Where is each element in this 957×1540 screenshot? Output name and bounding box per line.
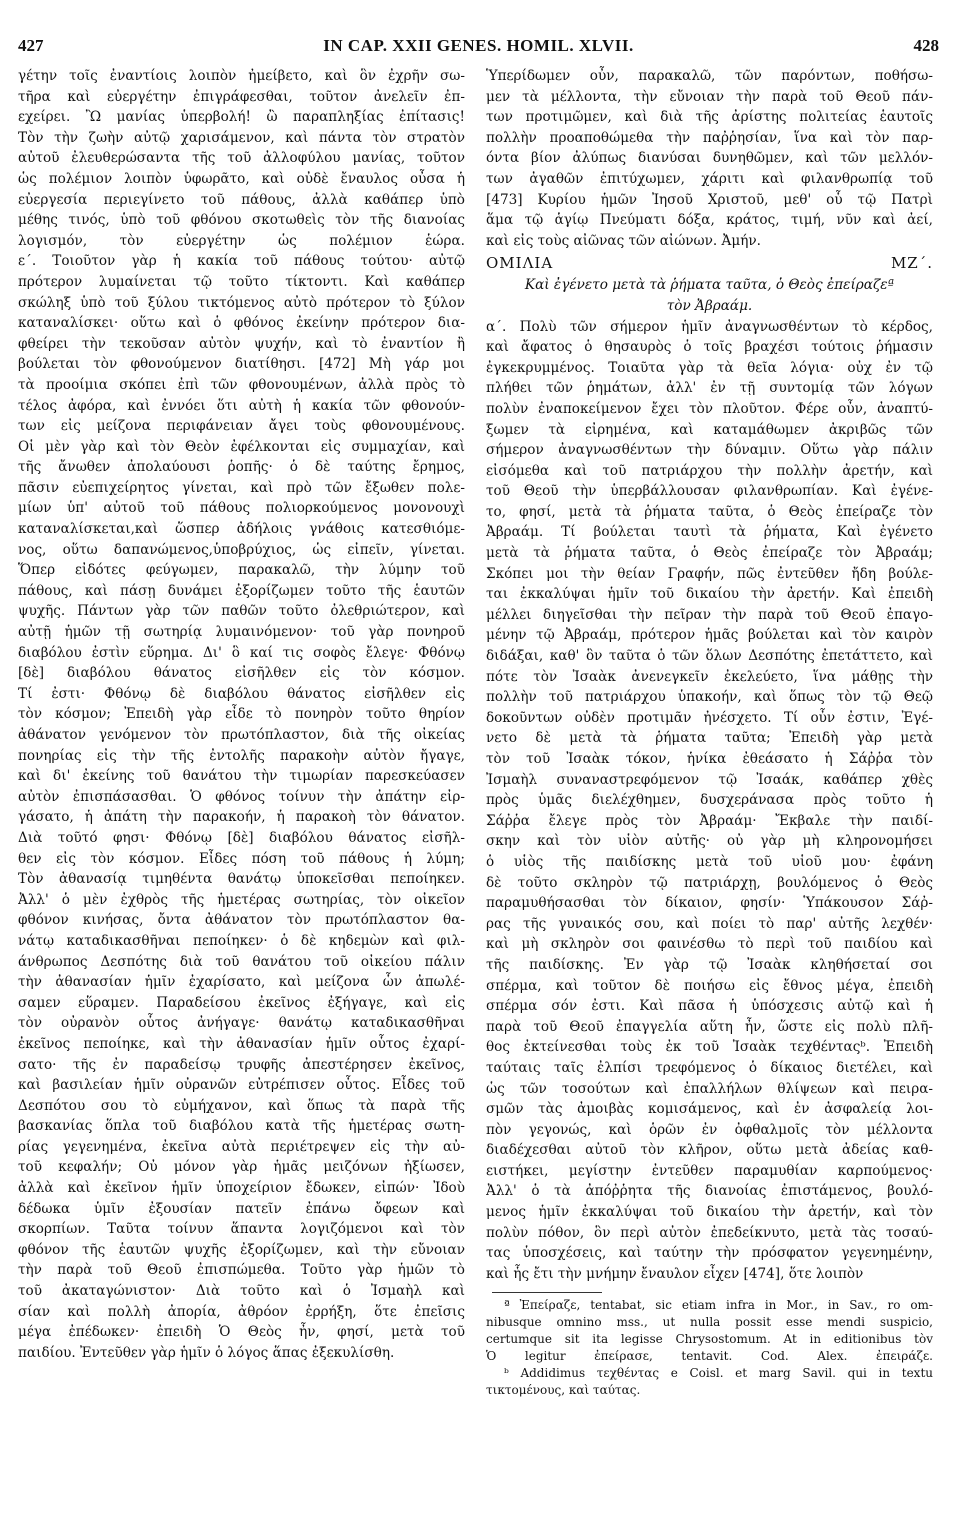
text-line: [δὲ] διαβόλου θάνατος εἰσῆλθεν εἰς τὸν κόσμον. — [18, 665, 465, 682]
text-line: βούλεται τὸν φθονούμενον διατίθησι. [472] Μὴ γάρ μοι — [18, 356, 465, 373]
text-line: πλήθει τῶν ῥημάτων, ἀλλ' ἐν τῇ συντομίᾳ τῶν λόγων — [486, 380, 933, 397]
text-line: φθόνον κινήσας, ὄντα ἀθάνατον τὸν πρωτόπλαστον θα- — [18, 912, 465, 929]
text-line: ταύταις ταῖς ἐλπίσι τρεφόμενος ὁ δίκαιος διετέλει, καὶ — [486, 1059, 933, 1076]
text-line: αὐτοῦ ἐλευθερώσαντα τῆς τοῦ ἀλλοφύλου μανίας, τοῦτον — [18, 150, 465, 167]
text-line: πᾶσιν εὐεπιχείρητος γίνεται, καὶ πρὸ τῶν ἔξωθεν πολε- — [18, 479, 465, 496]
text-line: ειστήκει, μεγίστην ἐντεῦθεν παραμυθίαν καρπούμενος· — [486, 1162, 933, 1179]
text-line: φθείρει τὴν τεκοῦσαν αὐτὸν ψυχήν, καὶ τὸ ἐναντίον ἢ — [18, 335, 465, 352]
text-line: Σάῤῥα ἔλεγε πρὸς τὸν Ἀβραάμ· Ἔκβαλε τὴν παιδί- — [486, 812, 933, 829]
text-line: δὲ τοῦτο σκληρὸν τῷ πατριάρχῃ, βουλόμενος ὁ Θεὸς — [486, 874, 933, 891]
text-line: πρότερον λυμαίνεται τῷ τοῦτο τίκτοντι. Καὶ καθάπερ — [18, 273, 465, 290]
text-line: καὶ εἰς τοὺς αἰῶνας τῶν αἰώνων. Ἀμήν. — [486, 232, 761, 249]
text-line: νετο δὲ μετὰ τὰ ῥήματα ταῦτα; Ἐπειδὴ γὰρ μετὰ — [486, 730, 933, 747]
text-line: Διὰ τοῦτό φησι· Φθόνῳ [δὲ] διαβόλου θάνατος εἰσῆλ- — [18, 829, 465, 846]
text-line: ἐκεῖνος πεποίηκε, καὶ τὴν ἀθανασίαν ἡμῖν οὗτος ἐχαρί- — [18, 1035, 465, 1052]
page-header — [18, 32, 939, 62]
text-line: ται ἐκκαλύψαι ἡμῖν τοῦ δικαίου τὴν ἀρετήν. Καὶ ἐπειδὴ — [486, 586, 933, 603]
text-line: διαβόλου ἐστὶν εὕρημα. Δι' ὃ καί τις σοφὸς ἔλεγε· Φθόνῳ — [18, 644, 465, 661]
text-line: σμῶν τὰς ἀμοιβὰς κομισάμενος, καὶ ἐν ἀσφαλείᾳ λοι- — [486, 1101, 933, 1118]
text-line: τοῦ Θεοῦ τὴν ὑπερβάλλουσαν φιλανθρωπίαν. Καὶ ἐγένε- — [486, 483, 933, 500]
text-line: καὶ δι' ἐκείνης τοῦ θανάτου τὴν τιμωρίαν παρεσκεύασεν — [18, 768, 465, 785]
text-line: Ὅπερ εἰδότες φεύγωμεν, παρακαλῶ, τὴν λύμην τοῦ — [18, 562, 465, 579]
text-line: αὐτὸν ἐπισπάσασθαι. Ὁ φθόνος τοίνυν τὴν ἀπάτην εἰρ- — [18, 788, 465, 805]
text-line: μετὰ τὰ ῥήματα ταῦτα, ὁ Θεὸς ἐπείραζε τὸν Ἀβραάμ; — [486, 545, 933, 562]
text-line: ª Ἐπείραζε, tentabat, sic etiam infra in Mor., in Sav., ro om- — [504, 1298, 933, 1313]
text-line: Τί ἐστι· Φθόνῳ δὲ διαβόλου θάνατος εἰσῆλθεν εἰς — [18, 685, 465, 702]
text-line: λογισμόν, τὸν εὐεργέτην ὡς πολέμιον ἑώρα. — [18, 232, 465, 249]
text-line: παραμυθήσασθαι τὸν δίκαιον, φησίν· Ὑπάκουσον Σάῤ- — [486, 895, 933, 912]
text-line: ὁ υἱὸς τῆς παιδίσκης μετὰ τοῦ υἱοῦ μου· ἐφάνη — [486, 853, 933, 870]
text-line: Ἀβραάμ. Τί βούλεται ταυτὶ τὰ ῥήματα, Καὶ ἐγένετο — [486, 524, 933, 541]
text-line: Τὸν ἀθανασίᾳ τιμηθέντα θανάτῳ ὑποκεῖσθαι πεποίηκεν. — [18, 871, 465, 888]
text-line: τὸν οὐρανὸν οὗτος ἀνήγαγε· θανάτῳ καταδικασθῆναι — [18, 1015, 465, 1032]
text-line: ἐγκεκρυμμένος. Τοιαῦτα γὰρ τὰ θεῖα λόγια· οὐχ ἐν τῷ — [486, 359, 933, 376]
text-line: nibusque omnino mss., ut nulla possit esse mendi suspicio, — [486, 1315, 933, 1330]
text-line: τὸν τοῦ Ἰσαὰκ τόκον, ἡνίκα ἐθεάσατο ἡ Σάῤῥα τὸν — [486, 751, 933, 767]
text-line: τικτομένους, καὶ ταύτας. — [486, 1383, 641, 1398]
text-line: Σκόπει μοι τὴν θείαν Γραφήν, πῶς ἐντεῦθεν ἤδη βούλε- — [486, 565, 933, 582]
text-line: Ἰσμαὴλ συναναστρεφόμενον τῷ Ἰσαάκ, καθάπερ χθὲς — [486, 771, 933, 788]
homily-heading: ΟΜΙΛΙΑ ΜΖ΄. — [486, 254, 933, 273]
text-line: σκώληξ ὑπὸ τοῦ ξύλου τικτόμενος αὐτὸ πρότερον τὸ ξύλον — [18, 294, 465, 311]
text-line: certumque sit ita legisse Chrysostomum. At in editionibus tòv — [486, 1332, 933, 1347]
text-line: πότε τὸν Ἰσαὰκ ἀνενεγκεῖν ἐκελεύετο, ἵνα μάθῃς τὴν — [486, 668, 933, 685]
text-line: των εἰς μείζονα περιφάνειαν ἄγει τοὺς φθονουμένους. — [18, 418, 465, 435]
text-line: πολὺν ἐναποκείμενον ἔχει τὸν πλοῦτον. Φέρε οὖν, ἀναπτύ- — [486, 400, 933, 417]
text-line: νος, οὕτω δαπανώμενος,ὑποβρύχιος, ὡς εἰπεῖν, γίνεται. — [18, 541, 465, 558]
text-line: καταναλίσκεται,καὶ ὥσπερ ἀδήλοις γνάθοις κατεσθιόμε- — [18, 521, 465, 538]
text-line: ὡς πολέμιον λοιπὸν ὑφωρᾶτο, καὶ οὐδὲ ἔναυλος οὖσα ἡ — [18, 170, 465, 187]
text-line: τας ὑποσχέσεις, καὶ ταύτην τὴν πρόσφατον γεγενημένην, — [486, 1245, 933, 1262]
text-line: σατο· τῆς ἐν παραδείσῳ τρυφῆς ἀπεστέρησεν ἐκεῖνος, — [18, 1056, 465, 1073]
text-line: Ἀλλ' ὁ τὰ ἀπόῤῥητα τῆς διανοίας ἐπιστάμενος, βουλό- — [486, 1183, 933, 1200]
text-line: μέλλει διηγεῖσθαι τὴν πεῖραν τὴν παρὰ τοῦ Θεοῦ ἐπαγο- — [486, 606, 933, 623]
text-line: ρας τῆς γυναικός σου, καὶ ποίει τὸ παρ' αὐτῆς λεχθέν· — [486, 915, 933, 932]
text-line: πονηρίας εἰς τὴν τῆς ἐντολῆς παρακοὴν αὐτὸν ἤγαγε, — [18, 747, 465, 764]
text-line: εχείρει. Ὢ μανίας ὑπερβολή! ὢ παραπληξίας ἐπίτασις! — [18, 109, 465, 126]
text-line: αὐτῇ ἡμῶν τῇ σωτηρίᾳ λυμαινόμενον· τοῦ γὰρ πονηροῦ — [18, 624, 465, 641]
text-line: τοῦ κεφαλήν; Οὐ μόνον γὰρ ἡμᾶς μειζόνων ἠξίωσεν, — [18, 1159, 465, 1176]
text-line: πολλὴν προαποθώμεθα τὴν παῤῥησίαν, ἵνα καὶ τὸν παρ- — [486, 129, 933, 146]
text-line: Ὑπερίδωμεν οὖν, παρακαλῶ, τῶν παρόντων, ποθήσω- — [486, 68, 933, 84]
text-line: γάσατο, ἡ ἀπάτη τὴν παρακοήν, ἡ παρακοὴ τὸν θάνατον. — [18, 809, 465, 826]
text-line: τὸν Ἀβραάμ. — [666, 297, 753, 314]
text-line: ρίας γεγενημένα, ἐκεῖνα αὐτὰ περιέτρεψεν εἰς τὴν αὐ- — [18, 1138, 465, 1155]
text-line: των ἀγαθῶν ἐπιτύχωμεν, χάριτι καὶ φιλανθρωπίᾳ τοῦ — [486, 170, 933, 187]
text-line: α΄. Πολὺ τῶν σήμερον ἡμῖν ἀναγνωσθέντων τὸ κέρδος, — [486, 318, 933, 335]
text-line: σήμερον ἀναγνωσθέντων τὴν δύναμιν. Οὕτω γὰρ πάλιν — [486, 442, 933, 459]
text-line: πολὺν πόθον, ὃν περὶ αὐτὸν ἐπεδείκνυτο, μετὰ τὰς τοσαύ- — [486, 1224, 933, 1241]
text-line: βασκανίας ὅπλα τοῦ διαβόλου κατὰ τῆς ἡμετέρας σωτη- — [18, 1118, 465, 1135]
text-line: δοκοῦντων οὐδὲν προτιμᾶν ἠνέσχετο. Τί οὖν ἐστιν, Ἐγέ- — [486, 709, 933, 726]
homily-closing-text — [486, 66, 933, 251]
text-line: φθόνον τῆς ἑαυτῶν ψυχῆς ἐξορίζωμεν, καὶ τὴν εὔνοιαν — [18, 1241, 465, 1258]
text-line: θος ἐκτείνεσθαι τοὺς ἐκ τοῦ Ἰσαὰκ τεχθένταςᵇ. Ἐπειδὴ — [486, 1039, 933, 1056]
text-line: διαδέχεσθαι αὐτοῦ τὸν κλῆρον, οὕτω μετὰ ἀδείας καθ- — [486, 1142, 933, 1159]
text-line: νάτῳ καταδικασθῆναι πεποίηκεν· ὁ δὲ κηδεμὼν καὶ φιλ- — [18, 932, 465, 949]
text-line: καὶ μὴ σκληρὸν σοι φαινέσθω τὸ περὶ τοῦ παιδίου καὶ — [486, 936, 933, 953]
text-line: ἅμα τῷ ἁγίῳ Πνεύματι δόξα, κράτος, τιμή, νῦν καὶ ἀεί, — [486, 212, 933, 229]
text-line: σπέρμα σόν ἐστι. Καὶ πᾶσα ἡ ὑπόσχεσις αὐτῷ καὶ ἡ — [486, 998, 933, 1015]
right-column — [486, 66, 933, 1399]
text-line: πολλὴν τοῦ πατριάρχου ὑπακοήν, καὶ ὅπως τὸν τῷ Θεῷ — [486, 689, 933, 706]
text-line: ἀλλὰ καὶ ἐκεῖνον ἡμῖν ὑποχείριον ἔδωκεν, εἰπών· Ἰδοὺ — [18, 1180, 465, 1197]
text-line: Οἱ μὲν γὰρ καὶ τὸν Θεὸν ἐφέλκονται εἰς συμμαχίαν, καὶ — [18, 438, 465, 455]
text-line: μενος ἡμῖν ἐκκαλύψαι τοῦ δικαίου τὴν ἀρετήν, καὶ τὸν — [486, 1204, 933, 1221]
text-line: εἰσόμεθα καὶ τοῦ πατριάρχου τὴν πολλὴν ἀρετήν, καὶ — [486, 462, 933, 479]
text-line: [473] Κυρίου ἡμῶν Ἰησοῦ Χριστοῦ, μεθ' οὗ τῷ Πατρὶ — [486, 191, 933, 208]
text-line: διδάξαι, καθ' ὃν ταῦτα ὁ τῶν ὅλων Δεσπότης ἐπετάττετο, καὶ — [486, 648, 933, 665]
text-line: σίαν καὶ πολλὴ ἀπορία, ἀθρόον ἐρρήξη, ὅτε ἐπεῖσις — [18, 1303, 465, 1320]
text-line: Ὁ legitur ἐπείρασε, tentavit. Cod. Alex. ἐπειράζε. — [486, 1349, 933, 1364]
text-line: παιδίου. Ἐντεῦθεν γὰρ ἡμῖν ὁ λόγος ἅπας ἐξεκυλίσθη. — [18, 1344, 395, 1361]
text-line: Τὸν τὴν ζωὴν αὐτῷ χαρισάμενον, καὶ πάντα τὸν στρατὸν — [18, 129, 465, 146]
text-line: τῆρα καὶ εὐεργέτην ἐπιγράφεσθαι, τοῦτον ἀνελεῖν ἐπ- — [18, 88, 465, 105]
text-line: άνθρωπος Δεσπότης διὰ τοῦ θανάτου τοῦ οἰκείου πάλιν — [18, 953, 465, 970]
text-line: πὸν γεγονώς, καὶ ὁρῶν ἐν ὀφθαλμοῖς τὸν μέλλοντα — [486, 1121, 933, 1138]
text-line: μίων ὑπ' αὐτοῦ τοῦ πάθους πολιορκούμενος μονονουχὶ — [18, 500, 465, 517]
text-line: σπέρμα, καὶ τοῦτον δὲ ποιήσω εἰς ἔθνος μέγα, ἐπειδὴ — [486, 977, 933, 994]
text-line: γέτην τοῖς ἐναντίοις λοιπὸν ἠμείβετο, καὶ ὃν ἐχρῆν σω- — [18, 68, 465, 84]
homily-subheading — [486, 275, 933, 316]
text-line: θεν εἰς τὸν κόσμον. Εἶδες πόση τοῦ πάθους ἡ λύμη; — [18, 850, 465, 867]
text-line: ψυχῆς. Πάντων γὰρ τῶν παθῶν τοῦτο ὀλεθριώτερον, καὶ — [18, 603, 465, 620]
left-column — [18, 66, 465, 1363]
text-line: τέλος ἀφόρα, καὶ ἐννόει ὅτι αὐτὴ ἡ κακία τῶν φθονούν- — [18, 397, 465, 414]
text-line: τὴν ἀθανασίαν ἡμῖν ἐχαρίσατο, καὶ μείζονα ὧν ἀπωλέ- — [18, 974, 465, 991]
page-number-left: 427 — [18, 36, 44, 55]
text-line: Καὶ ἐγένετο μετὰ τὰ ῥήματα ταῦτα, ὁ Θεὸς ἐπείραζεª — [524, 277, 895, 294]
text-line: ε΄. Τοιοῦτον γὰρ ἡ κακία τοῦ πάθους τούτου· αὐτῷ — [18, 253, 465, 270]
text-line: δέδωκα ὑμῖν ἐξουσίαν πατεῖν ἐπάνω ὄφεων καὶ — [18, 1200, 465, 1217]
footnotes — [486, 1297, 933, 1399]
text-line: των προτιμῶμεν, καὶ διὰ τῆς ἀρίστης πολιτείας ἑαυτοῖς — [486, 109, 933, 126]
text-line: καὶ ἄφατος ὁ θησαυρὸς ὁ τοῖς βραχέσι τούτοις ῥήμασιν — [486, 339, 933, 356]
text-line: πρὸς ὑμᾶς διελέχθημεν, δυσχεράνασα πρὸς τοῦτο ἡ — [486, 792, 933, 809]
text-line: τὴν παρὰ τοῦ Θεοῦ ἐπισπώμεθα. Τοῦτο γὰρ ἡμῶν τὸ — [18, 1262, 465, 1279]
text-line: παρὰ τοῦ Θεοῦ ἐπαγγελία αὕτη ἦν, ὥστε εἰς πολὺ πλῆ- — [486, 1018, 933, 1035]
page-number-right: 428 — [913, 36, 939, 55]
text-line: σκορπίων. Ταῦτα τοίνυν ἅπαντα λογιζόμενοι καὶ τὸν — [18, 1221, 465, 1238]
running-title: IN CAP. XXII GENES. HOMIL. XLVII. — [323, 36, 634, 55]
footnote-rule — [492, 1292, 602, 1293]
text-line: μεν τὰ μέλλοντα, τὴν εὔνοιαν τὴν παρὰ τοῦ Θεοῦ πάν- — [486, 88, 933, 105]
text-line: όντα βίον ἀλύπως διανύσαι δυνηθῶμεν, καὶ τῶν μελλόν- — [486, 150, 933, 167]
text-line: καὶ ἧς ἔτι τὴν μνήμην ἔναυλον εἶχεν [474], ὅτε λοιπὸν — [486, 1265, 864, 1282]
text-line: καταναλίσκει· οὕτω καὶ ὁ φθόνος ἐκείνην πρότερον δια- — [18, 315, 465, 332]
text-line: πάθους, καὶ πάσῃ δυνάμει ἐξορίζωμεν τοῦτο τῆς ἑαυτῶν — [18, 582, 465, 599]
text-line: μένην τῷ Ἀβραάμ, πρότερον ἡμᾶς βούλεται καὶ τὸν καιρὸν — [486, 627, 933, 644]
text-line: τοῦ ἀκαταγώνιστον· Διὰ τοῦτο καὶ ὁ Ἰσμαὴλ καὶ — [18, 1283, 465, 1300]
text-line: τῆς παιδίσκης. Ἐν γὰρ τῷ Ἰσαὰκ κληθήσεταί σοι — [486, 956, 933, 973]
text-line: μέγα ἐπέδωκεν· ἐπειδὴ Ὁ Θεὸς ἦν, φησί, μετὰ τοῦ — [18, 1324, 465, 1341]
text-line: τὰ προοίμια σκόπει ἐπὶ τῶν φθονουμένων, ἀλλὰ πρὸς τὸ — [18, 376, 465, 393]
text-line: ᵇ Addidimus τεχθέντας e Coisl. et marg Savil. qui in textu — [504, 1366, 933, 1381]
text-line: μέθης τινός, ὑπὸ τοῦ φθόνου σκοτωθεὶς τὸν τῆς διανοίας — [18, 212, 465, 229]
text-line: ἀθάνατον γενόμενον τὸν πρωτόπλαστον, διὰ τῆς οἰκείας — [18, 727, 465, 743]
homily-body-text — [486, 317, 933, 1285]
text-line: σκην καὶ τὸν υἱὸν αὐτῆς· οὐ γὰρ μὴ κληρονομήσει — [486, 833, 933, 850]
book-page — [18, 32, 939, 1522]
text-line: τὸν κόσμον; Ἐπειδὴ γὰρ εἶδε τὸ πονηρὸν τοῦτο θηρίον — [18, 706, 465, 723]
text-line: ὡς τῶν τοσούτων καὶ ἐπαλλήλων θλίψεων καὶ πειρα- — [486, 1080, 933, 1097]
text-line: τῆς ἄνωθεν ἀπολαύουσι ῥοπῆς· ὁ δὲ ταύτης ἔρημος, — [18, 459, 465, 476]
text-line: ξωμεν τὰ εἰρημένα, καὶ καταμάθωμεν ἀκριβῶς τῶν — [486, 421, 933, 438]
text-line: καὶ βασιλείαν ἡμῖν οὐρανῶν εὐτρέπισεν οὗτος. Εἶδες τοῦ — [18, 1077, 465, 1094]
text-line: σαμεν εὕραμεν. Παραδείσου ἐκεῖνος ἐξήγαγε, καὶ εἰς — [18, 994, 465, 1011]
text-line: το, φησί, μετὰ τὰ ῥήματα ταῦτα, ὁ Θεὸς ἐπείραζε τὸν — [486, 503, 933, 520]
text-line: Δεσπότου σου τὸ εὐμήχανον, καὶ ὅπως τὰ παρὰ τῆς — [18, 1097, 465, 1114]
text-line: εὐεργεσία περιεγίνετο τοῦ πάθους, ἀλλὰ καθάπερ ὑπὸ — [18, 191, 465, 208]
text-line: Ἀλλ' ὁ μὲν ἐχθρὸς τῆς ἡμετέρας σωτηρίας, τὸν οἰκεῖον — [18, 891, 465, 908]
